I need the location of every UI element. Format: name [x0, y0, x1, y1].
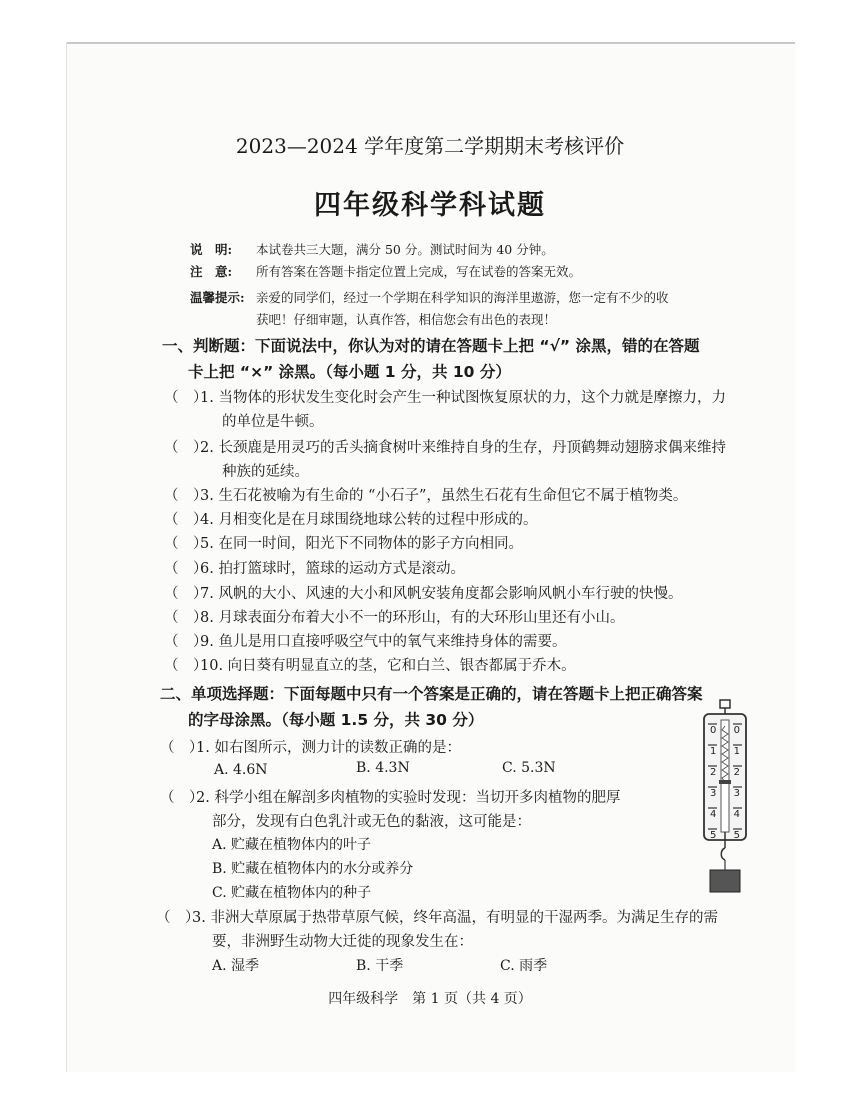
answer-paren: （ ） — [164, 610, 208, 626]
judge-q2 — [164, 436, 726, 457]
spring-scale-figure — [690, 698, 760, 898]
section1-heading-cont: 卡上把 “×” 涂黑。（每小题 1 分，共 10 分） — [188, 363, 511, 381]
judge-q10-text: 10. 向日葵有明显直立的茎，它和白兰、银杏都属于乔木。 — [200, 658, 576, 674]
section2-heading-cont: 的字母涂黑。（每小题 1.5 分，共 30 分） — [188, 711, 484, 729]
choice-q3-option-a: A. 湿季 — [212, 958, 260, 974]
judge-q3-text: 3. 生石花被喻为有生命的 “小石子”，虽然生石花有生命但它不属于植物类。 — [200, 488, 688, 504]
choice-q1-text: 1. 如右图所示，测力计的读数正确的是： — [196, 740, 461, 756]
choice-q2-option-a: A. 贮藏在植物体内的叶子 — [212, 837, 372, 853]
note-attention-text: 所有答案在答题卡指定位置上完成，写在试卷的答案无效。 — [256, 264, 582, 279]
scale-tick-label: 1 — [733, 746, 740, 757]
answer-paren: （ ） — [164, 488, 208, 504]
note-tip — [190, 288, 669, 306]
scale-tick-label: 1 — [710, 746, 717, 757]
judge-q3 — [164, 484, 687, 505]
judge-q8-text: 8. 月球表面分布着大小不一的环形山，有的大环形山里还有小山。 — [200, 610, 625, 626]
judge-q4 — [164, 508, 537, 529]
judge-q2-text: 2. 长颈鹿是用灵巧的舌头摘食树叶来维持自身的生存，丹顶鹤舞动翅膀求偶来维持 — [200, 440, 726, 456]
answer-paren: （ ） — [164, 440, 208, 456]
choice-q1-option-a: A. 4.6N — [214, 762, 268, 778]
section1-heading: 一、判断题：下面说法中，你认为对的请在答题卡上把 “√” 涂黑，错的在答题 — [162, 337, 700, 355]
judge-q1-cont: 的单位是牛顿。 — [222, 414, 324, 430]
scale-tick-label: 0 — [710, 725, 717, 736]
scale-tick-label: 0 — [733, 725, 740, 736]
year-title: 2023—2024 学年度第二学期期末考核评价 — [235, 134, 625, 158]
answer-paren: （ ） — [164, 586, 208, 602]
choice-q2-option-b: B. 贮藏在植物体内的水分或养分 — [212, 861, 414, 877]
scale-tick-label: 2 — [710, 767, 717, 778]
answer-paren: （ ） — [164, 658, 208, 674]
note-explain — [190, 240, 554, 258]
judge-q4-text: 4. 月相变化是在月球围绕地球公转的过程中形成的。 — [200, 512, 538, 528]
judge-q1 — [164, 386, 726, 407]
judge-q7-text: 7. 风帆的大小、风速的大小和风帆安装角度都会影响风帆小车行驶的快慢。 — [200, 586, 683, 602]
judge-q9-text: 9. 鱼儿是用口直接呼吸空气中的氧气来维持身体的需要。 — [200, 634, 567, 650]
judge-q6-text: 6. 拍打篮球时，篮球的运动方式是滚动。 — [200, 561, 465, 577]
choice-q3-option-b: B. 干季 — [356, 958, 404, 974]
judge-q10 — [164, 654, 576, 675]
scale-tick-label: 4 — [710, 809, 717, 820]
scale-tick-label: 3 — [710, 788, 717, 799]
scale-tick-label: 2 — [733, 767, 740, 778]
note-explain-text: 本试卷共三大题，满分 50 分。测试时间为 40 分钟。 — [256, 242, 554, 257]
answer-paren: （ ） — [160, 740, 204, 756]
choice-q1-option-b: B. 4.3N — [356, 760, 410, 776]
scale-tick-label: 4 — [733, 809, 740, 820]
judge-q6 — [164, 557, 465, 578]
answer-paren: （ ） — [156, 910, 200, 926]
choice-q2-text: 2. 科学小组在解剖多肉植物的实验时发现：当切开多肉植物的肥厚 — [196, 790, 621, 806]
note-tip-line1: 亲爱的同学们，经过一个学期在科学知识的海洋里遨游，您一定有不少的收 — [256, 290, 669, 305]
exam-title: 四年级科学科试题 — [314, 190, 546, 221]
judge-q5-text: 5. 在同一时间，阳光下不同物体的影子方向相同。 — [200, 536, 523, 552]
answer-paren: （ ） — [164, 390, 208, 406]
judge-q8 — [164, 606, 624, 627]
choice-q1 — [160, 736, 461, 757]
choice-q2-option-c: C. 贮藏在植物体内的种子 — [212, 885, 372, 901]
scale-tick-label: 5 — [733, 830, 740, 841]
choice-q1-option-c: C. 5.3N — [502, 760, 556, 776]
choice-q3-cont: 要，非洲野生动物大迁徙的现象发生在： — [212, 934, 473, 950]
answer-paren: （ ） — [164, 536, 208, 552]
note-explain-label: 说 明: — [190, 242, 233, 257]
choice-q3-text: 3. 非洲大草原属于热带草原气候，终年高温，有明显的干湿两季。为满足生存的需 — [192, 910, 718, 926]
judge-q5 — [164, 532, 523, 553]
judge-q2-cont: 种族的延续。 — [222, 464, 309, 480]
answer-paren: （ ） — [164, 561, 208, 577]
answer-paren: （ ） — [164, 634, 208, 650]
answer-paren: （ ） — [160, 790, 204, 806]
judge-q7 — [164, 582, 682, 603]
choice-q3 — [156, 906, 718, 927]
choice-q3-option-c: C. 雨季 — [500, 958, 548, 974]
note-tip-label: 温馨提示: — [190, 290, 245, 305]
judge-q9 — [164, 630, 566, 651]
note-attention — [190, 262, 581, 280]
judge-q1-text: 1. 当物体的形状发生变化时会产生一种试图恢复原状的力，这个力就是摩擦力，力 — [200, 390, 726, 406]
scale-tick-label: 3 — [733, 788, 740, 799]
answer-paren: （ ） — [164, 512, 208, 528]
note-attention-label: 注 意: — [190, 264, 233, 279]
note-tip-line2: 获吧！仔细审题，认真作答，相信您会有出色的表现！ — [256, 312, 557, 327]
section2-heading: 二、单项选择题：下面每题中只有一个答案是正确的，请在答题卡上把正确答案 — [160, 685, 703, 703]
scale-tick-label: 5 — [710, 830, 717, 841]
choice-q2-cont: 部分，发现有白色乳汁或无色的黏液，这可能是： — [212, 814, 531, 830]
page-footer: 四年级科学 第 1 页（共 4 页） — [328, 991, 532, 1007]
choice-q2 — [160, 786, 620, 807]
